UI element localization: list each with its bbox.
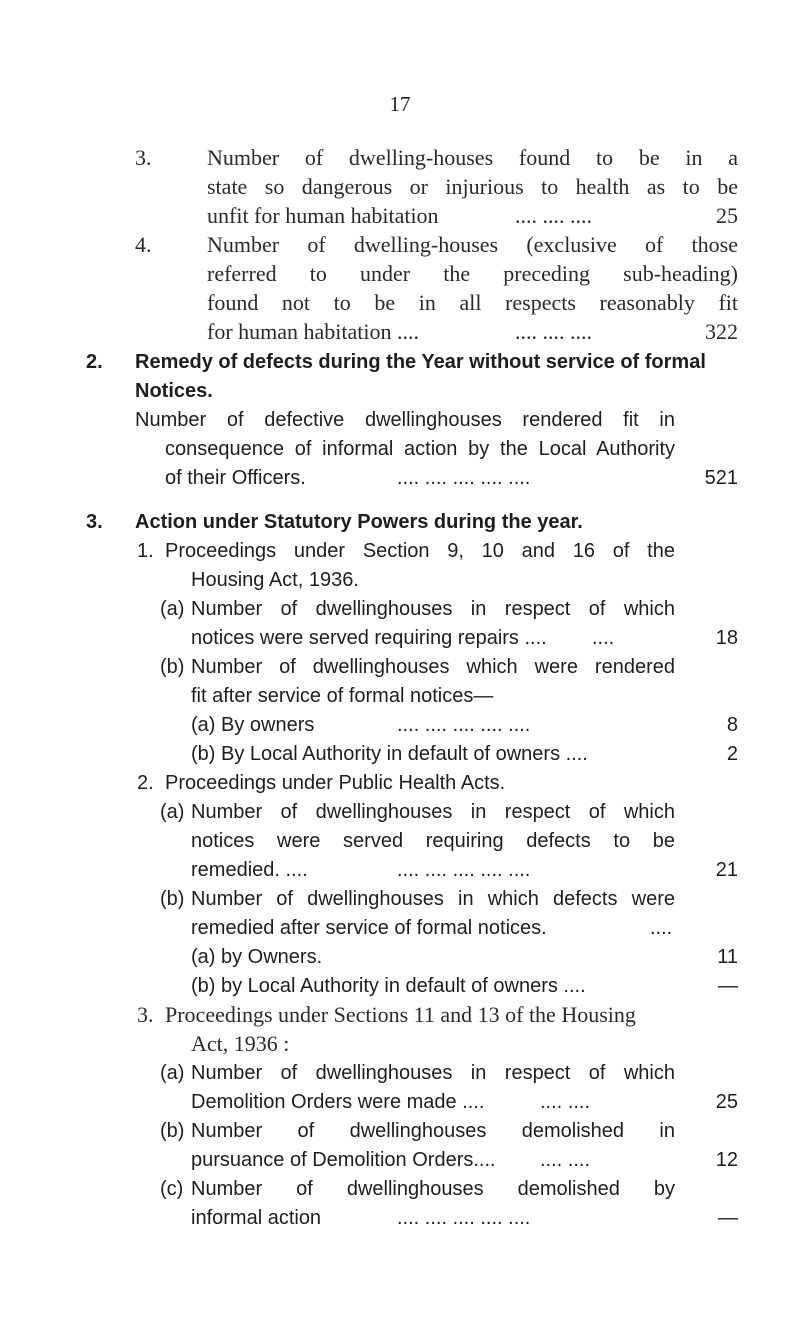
s3-2a-leader-dots: .... .... .... .... .... xyxy=(397,859,531,881)
item-3-line-2: state so dangerous or injurious to health as to be xyxy=(207,174,738,199)
item-4-line-1: Number of dwelling-houses (exclusive of those xyxy=(207,232,738,257)
s3-1a-leader-dots: .... xyxy=(592,627,615,649)
s3-part-3-number: 3. xyxy=(137,1002,154,1027)
s3-2a-line-3: remedied. .... xyxy=(191,859,308,881)
s3-1a-value: 18 xyxy=(715,627,738,649)
s3-2a-value: 21 xyxy=(715,859,738,881)
s3-3c-leader-dots: .... .... .... .... .... xyxy=(397,1207,531,1229)
item-3-leader-dots: .... .... .... xyxy=(515,203,592,228)
s3-1b-label: (b) xyxy=(160,656,185,678)
s3-3b-label: (b) xyxy=(160,1120,185,1142)
s3-1b-line-2: fit after service of formal notices— xyxy=(191,685,494,707)
s3-2a-label: (a) xyxy=(160,801,185,823)
s3-2b-label: (b) xyxy=(160,888,185,910)
s3-1a-line-2: notices were served requiring repairs .... xyxy=(191,627,547,649)
s3-2b-line-1: Number of dwellinghouses in which defects were xyxy=(191,888,675,910)
s3-1b-b-value: 2 xyxy=(726,743,738,765)
s3-1a-label: (a) xyxy=(160,598,185,620)
s3-3a-line-1: Number of dwellinghouses in respect of which xyxy=(191,1062,675,1084)
s3-3a-value: 25 xyxy=(715,1091,738,1113)
item-4-line-2: referred to under the preceding sub-heading) xyxy=(207,261,738,286)
s3-part-1-number: 1. xyxy=(137,540,154,562)
s3-3b-leader-dots: .... .... xyxy=(540,1149,591,1171)
s3-3b-line-1: Number of dwellinghouses demolished in xyxy=(191,1120,675,1142)
section-2-value: 521 xyxy=(704,467,738,489)
item-3-line-3: unfit for human habitation xyxy=(207,203,439,228)
section-2-line-3: of their Officers. xyxy=(165,467,306,489)
section-2-heading-line-1: Remedy of defects during the Year without service of formal xyxy=(135,351,706,373)
s3-3a-line-2: Demolition Orders were made .... xyxy=(191,1091,485,1113)
s3-part-3-line-2: Act, 1936 : xyxy=(191,1031,290,1056)
s3-part-2-number: 2. xyxy=(137,772,154,794)
section-2-leader-dots: .... .... .... .... .... xyxy=(397,467,531,489)
s3-3c-line-2: informal action xyxy=(191,1207,322,1229)
item-4-line-4: for human habitation .... xyxy=(207,319,420,344)
s3-3c-line-1: Number of dwellinghouses demolished by xyxy=(191,1178,675,1200)
item-3-line-1: Number of dwelling-houses found to be in a xyxy=(207,145,738,170)
item-4-value: 322 xyxy=(705,319,738,344)
s3-3c-value: — xyxy=(718,1207,738,1229)
section-2-line-2: consequence of informal action by the Local Authority xyxy=(165,438,675,460)
item-4-line-3: found not to be in all respects reasonably fit xyxy=(207,290,738,315)
s3-3a-leader-dots: .... .... xyxy=(540,1091,591,1113)
page-number: 17 xyxy=(389,92,411,116)
s3-2b-a-value: 11 xyxy=(717,946,738,968)
s3-2b-a: (a) by Owners. xyxy=(191,946,323,968)
s3-2b-line-2: remedied after service of formal notices. xyxy=(191,917,547,939)
s3-2a-line-1: Number of dwellinghouses in respect of which xyxy=(191,801,675,823)
section-3-heading: Action under Statutory Powers during the year. xyxy=(135,511,583,533)
s3-1a-line-1: Number of dwellinghouses in respect of which xyxy=(191,598,675,620)
s3-2b-b-value: — xyxy=(718,975,738,997)
s3-3b-line-2: pursuance of Demolition Orders.... xyxy=(191,1149,496,1171)
s3-part-2-line-1: Proceedings under Public Health Acts. xyxy=(165,772,506,794)
section-2-number: 2. xyxy=(86,351,103,373)
s3-3c-label: (c) xyxy=(160,1178,184,1200)
section-2-line-1: Number of defective dwellinghouses rendered fit in xyxy=(135,409,675,431)
s3-part-1-line-1: Proceedings under Section 9, 10 and 16 of the xyxy=(165,540,675,562)
s3-1b-line-1: Number of dwellinghouses which were rendered xyxy=(191,656,675,678)
s3-part-1-line-2: Housing Act, 1936. xyxy=(191,569,359,591)
s3-1b-b: (b) By Local Authority in default of owners .... xyxy=(191,743,588,765)
s3-1b-a-leader-dots: .... .... .... .... .... xyxy=(397,714,531,736)
section-2-heading-line-2: Notices. xyxy=(135,380,213,402)
section-3-number: 3. xyxy=(86,511,103,533)
item-4-number: 4. xyxy=(135,232,152,257)
item-4-leader-dots: .... .... .... xyxy=(515,319,592,344)
item-3-number: 3. xyxy=(135,145,152,170)
s3-3b-value: 12 xyxy=(715,1149,738,1171)
item-3-value: 25 xyxy=(716,203,738,228)
s3-2a-line-2: notices were served requiring defects to be xyxy=(191,830,675,852)
s3-part-3-line-1: Proceedings under Sections 11 and 13 of the Housing xyxy=(165,1002,636,1027)
s3-1b-a: (a) By owners xyxy=(191,714,315,736)
s3-2b-b: (b) by Local Authority in default of owners .... xyxy=(191,975,586,997)
s3-2b-line-2-dots: .... xyxy=(650,917,673,939)
s3-1b-a-value: 8 xyxy=(726,714,738,736)
s3-3a-label: (a) xyxy=(160,1062,185,1084)
